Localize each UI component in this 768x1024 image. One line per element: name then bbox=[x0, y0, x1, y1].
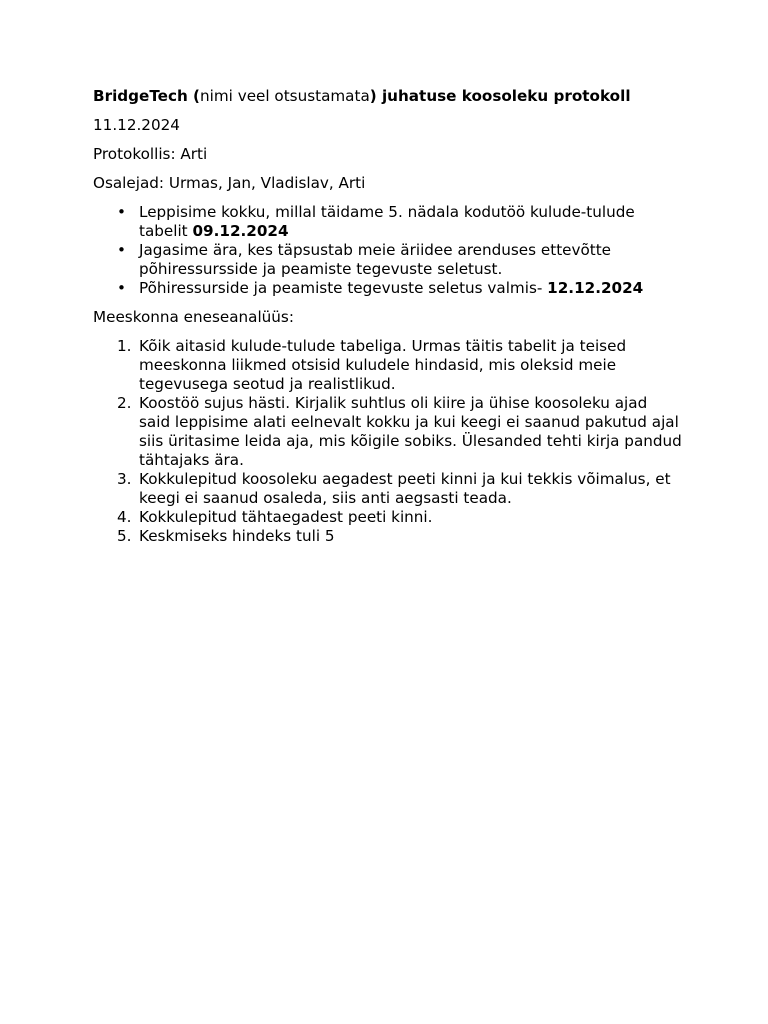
meeting-date: 11.12.2024 bbox=[93, 116, 180, 134]
analysis-item-number: 5. bbox=[117, 527, 132, 545]
analysis-item bbox=[117, 394, 683, 470]
bullet-item-text: Jagasime ära, kes täpsustab meie äriidee arenduses ettevõtte põhiressursside ja peamiste tegevuste seletust. bbox=[139, 241, 612, 278]
analysis-item-text: Koostöö sujus hästi. Kirjalik suhtlus oli kiire ja ühise koosoleku ajad said leppisime alati eelnevalt kokku ja kui keegi ei saanud pakutud ajal siis üritasime leida aja, mis kõigile sobiks. Ülesanded tehti kirja pandud tähtajaks ära. bbox=[139, 394, 682, 469]
document-page bbox=[93, 87, 683, 546]
analysis-item-text: Kokkulepitud koosoleku aegadest peeti kinni ja kui tekkis võimalus, et keegi ei saanud osaleda, siis anti aegsasti teada. bbox=[139, 470, 671, 507]
analysis-numbered-list bbox=[93, 337, 683, 546]
analysis-heading: Meeskonna eneseanalüüs: bbox=[93, 308, 294, 326]
title-part-1: BridgeTech ( bbox=[93, 87, 201, 105]
analysis-item-number: 1. bbox=[117, 337, 132, 355]
analysis-item-text: Kokkulepitud tähtaegadest peeti kinni. bbox=[139, 508, 433, 526]
title-part-3: ) juhatuse koosoleku protokoll bbox=[369, 87, 631, 105]
analysis-item-text: Kõik aitasid kulude-tulude tabeliga. Urmas täitis tabelit ja teised meeskonna liikmed otsisid kuludele hindasid, mis oleksid meie tegevusega seotud ja realistlikud. bbox=[139, 337, 627, 393]
analysis-item-number: 2. bbox=[117, 394, 132, 412]
bullet-item bbox=[139, 203, 683, 241]
agenda-bullet-list bbox=[93, 203, 683, 298]
bullet-item bbox=[139, 241, 683, 279]
participants: Osalejad: Urmas, Jan, Vladislav, Arti bbox=[93, 174, 366, 192]
bullet-item-text: Põhiressurside ja peamiste tegevuste seletus valmis- bbox=[139, 279, 548, 297]
title-part-2: nimi veel otsustamata bbox=[200, 87, 370, 105]
document-title bbox=[93, 87, 683, 106]
analysis-item bbox=[117, 337, 683, 394]
analysis-item-number: 4. bbox=[117, 508, 132, 526]
analysis-item-number: 3. bbox=[117, 470, 132, 488]
protocol-keeper: Protokollis: Arti bbox=[93, 145, 208, 163]
analysis-item bbox=[117, 508, 683, 527]
analysis-item bbox=[117, 527, 683, 546]
bullet-item-text: Leppisime kokku, millal täidame 5. nädala kodutöö kulude-tulude tabelit bbox=[139, 203, 635, 240]
analysis-item-text: Keskmiseks hindeks tuli 5 bbox=[139, 527, 335, 545]
analysis-item bbox=[117, 470, 683, 508]
bullet-item-date: 12.12.2024 bbox=[547, 279, 644, 297]
bullet-item bbox=[139, 279, 683, 298]
bullet-item-date: 09.12.2024 bbox=[192, 222, 289, 240]
